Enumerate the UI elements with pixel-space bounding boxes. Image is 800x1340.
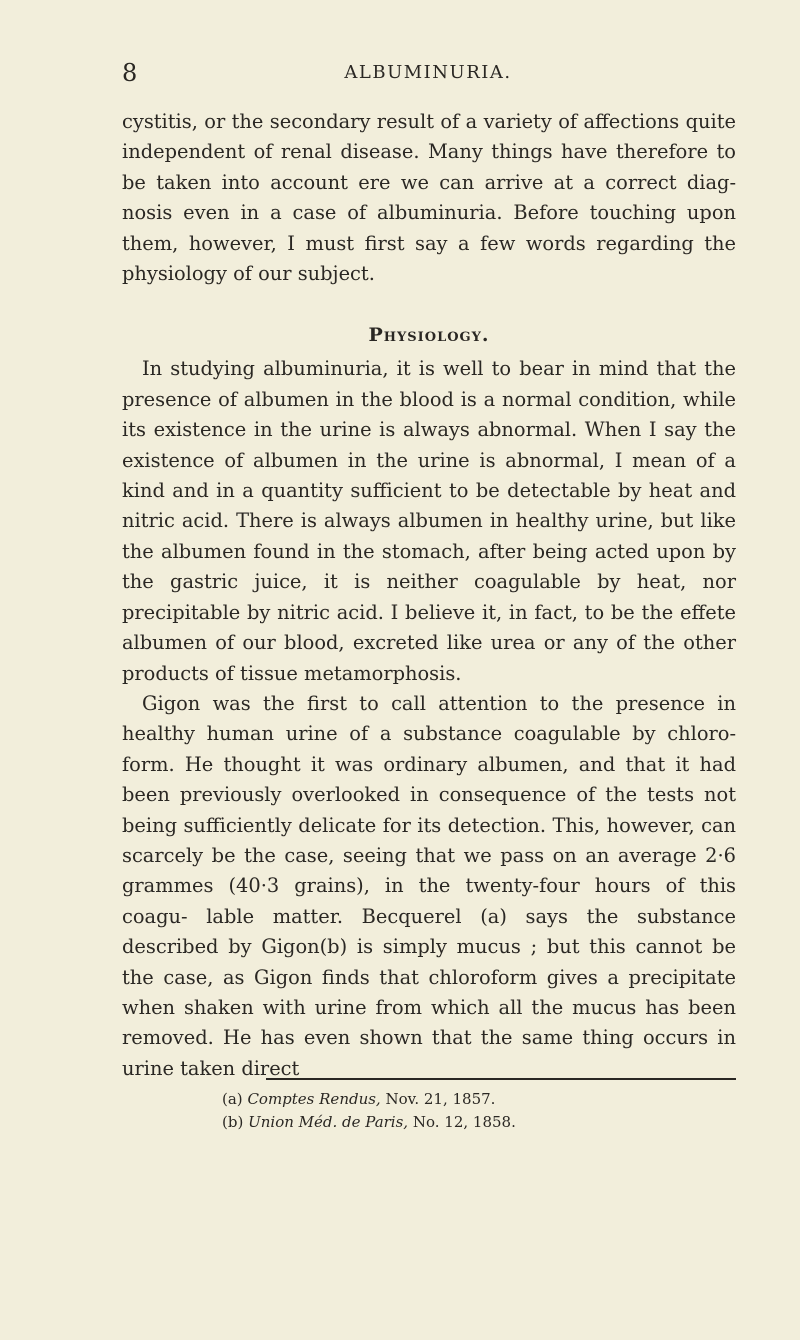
footnote-source: Union Méd. de Paris, [248, 1113, 409, 1131]
footnotes [222, 1088, 742, 1134]
paragraph-gigon: Gigon was the first to call attention to the presence in healthy human urine of a substance coagulable by chloro- form. He thought it was ordinary albumen, and that it had been previously overlooked in consequence of the tests not being sufficiently delicate for its detection. This, however, can scarcely be the case, seeing that we pass on an average 2·6 grammes (40·3 grains), in the twenty-four hours of this coagu- lable matter. Becquerel (a) says the substance described by Gigon(b) is simply mucus ; but this cannot be the case, as Gigon finds that chloroform gives a precipitate when shaken with urine from which all the mucus has been removed. He has even shown that the same thing occurs in urine taken direct [122, 691, 736, 1080]
footnote-a [222, 1088, 742, 1111]
opening-paragraph: cystitis, or the secondary result of a variety of affections quite independent of renal disease. Many things have therefore to be taken into account ere we can arrive at a correct diag- nosis even in a case of albuminuria. Before touching upon them, however, I must first say a few words regarding the physiology of our subject. [122, 110, 736, 286]
running-head [122, 58, 734, 88]
footnote-marker: (b) [222, 1113, 244, 1131]
footnote-rule [266, 1078, 736, 1080]
section-heading: Physiology. [368, 324, 490, 347]
paragraph-albumen-in-blood: In studying albuminuria, it is well to bear in mind that the presence of albumen in the blood is a normal condition, while its existence in the urine is always abnormal. When I say the existence of albumen in the urine is abnormal, I mean of a kind and in a quantity sufficient to be detectable by heat and nitric acid. There is always albumen in healthy urine, but like the albumen found in the stomach, after being acted upon by the gastric juice, it is neither coagulable by heat, nor precipitable by nitric acid. I believe it, in fact, to be the effete albumen of our blood, excreted like urea or any of the other products of tissue metamorphosis. [122, 357, 736, 685]
footnote-detail: No. 12, 1858. [412, 1113, 516, 1131]
running-title: ALBUMINURIA. [344, 62, 512, 83]
body-text [122, 107, 736, 1084]
footnote-b [222, 1111, 742, 1134]
page-number: 8 [122, 59, 138, 87]
footnote-detail: Nov. 21, 1857. [385, 1090, 496, 1108]
footnote-source: Comptes Rendus, [247, 1090, 381, 1108]
footnote-marker: (a) [222, 1090, 243, 1108]
